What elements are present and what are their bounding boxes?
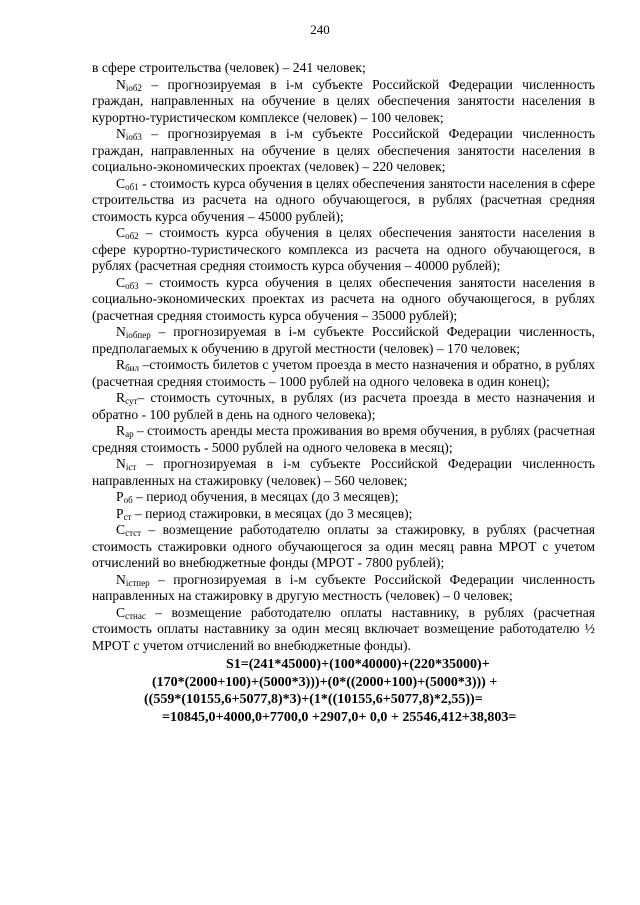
variable-symbol: С [116, 604, 126, 620]
definition-paragraph [92, 456, 595, 489]
definition-paragraph [92, 77, 595, 127]
variable-subscript: об1 [125, 181, 139, 192]
variable-subscript: ар [125, 429, 134, 439]
variable-symbol: Р [116, 505, 124, 521]
definition-paragraph [92, 522, 595, 572]
definition-text: – прогнозируемая в i-м субъекте Российской Федерации численность граждан, направленных на обучение в целях обеспечения занятости населения в курортно-туристическом комплексе (человек) – 100 человек; [92, 76, 595, 125]
text-paragraph [92, 60, 595, 77]
variable-subscript: сут [125, 396, 138, 406]
definition-paragraph [92, 390, 595, 423]
variable-subscript: об [123, 495, 133, 505]
definition-text: – прогнозируемая в i-м субъекте Российской Федерации численность граждан, направленных на обучение в целях обеспечения занятости населения в социально-экономических проектах (человек) – 220 человек; [92, 126, 595, 174]
variable-subscript: бил [125, 363, 139, 373]
definition-text: – период обучения, в месяцах (до 3 месяцев); [132, 489, 399, 504]
definition-text: – стоимость аренды места проживания во время обучения, в рублях (расчетная средняя стоимость - 5000 рублей на одного человека в месяц); [92, 423, 595, 455]
variable-subscript: стст [125, 528, 142, 538]
variable-symbol: R [116, 423, 126, 438]
variable-symbol: R [116, 390, 126, 405]
definition-text: –стоимость билетов с учетом проезда в место назначения и обратно, в рублях (расчетная средняя стоимость – 1000 рублей на одного человека в один конец); [92, 357, 595, 389]
formula-line: S1=(241*45000)+(100*40000)+(220*35000)+ [226, 657, 490, 672]
variable-symbol: N [116, 76, 126, 92]
variable-symbol: N [116, 456, 126, 471]
variable-subscript: iстпер [125, 577, 150, 588]
variable-symbol: С [116, 522, 126, 537]
variable-subscript: iоб2 [125, 82, 142, 93]
definition-paragraph [92, 423, 595, 456]
definition-paragraph [92, 275, 595, 325]
definition-text: – прогнозируемая в i-м субъекте Российской Федерации численность направленных на стажировку (человек) – 560 человек; [92, 456, 595, 488]
definition-text: – возмещение работодателю оплаты за стажировку, в рублях (расчетная стоимость стажировки одного обучающегося за один месяц равна МРОТ с учетом отчислений во внебюджетные фонды (МРОТ - 7800 рублей); [92, 522, 595, 570]
formula-block [92, 656, 595, 726]
variable-subscript: iоб3 [125, 132, 142, 142]
variable-symbol: Р [116, 489, 124, 504]
variable-symbol: N [116, 571, 126, 587]
variable-subscript: ст [123, 511, 132, 522]
formula-line: ((559*(10155,6+5077,8)*3)+(1*((10155,6+5077,8)*2,55))= [144, 692, 483, 707]
variable-symbol: N [116, 324, 126, 339]
variable-symbol: С [116, 274, 126, 290]
definition-text: – стоимость курса обучения в целях обеспечения занятости населения в социально-экономических проектах из расчета на одного обучающегося, в рублях (расчетная средняя стоимость курса обучения – 35000 рублей); [92, 274, 595, 323]
variable-symbol: С [116, 175, 126, 191]
page-number: 240 [310, 22, 330, 37]
definition-text: – стоимость курса обучения в целях обеспечения занятости населения в сфере курортно-туристического комплекса из расчета на одного обучающегося, в рублях (расчетная средняя стоимость курса обучения – 40000 рублей); [92, 225, 595, 273]
definition-text: – прогнозируемая в i-м субъекте Российской Федерации численность направленных на стажировку в другую местность (человек) – 0 человек; [92, 571, 595, 603]
definition-paragraph [92, 126, 595, 176]
variable-subscript: об2 [125, 231, 139, 241]
definition-text: – возмещение работодателю оплаты наставнику, в рублях (расчетная стоимость оплаты наставнику за один месяц включает возмещение работодателю ½ МРОТ с учетом отчислений во внебюджетные фонды). [92, 604, 595, 653]
definition-paragraph [92, 324, 595, 357]
variable-symbol: С [116, 225, 126, 240]
variable-subscript: iобпер [125, 330, 151, 340]
definition-paragraph [92, 605, 595, 655]
variable-symbol: N [116, 126, 126, 141]
definition-text: – прогнозируемая в i-м субъекте Российской Федерации численность, предполагаемых к обучению в другой местности (человек) – 170 человек; [92, 324, 595, 356]
definition-paragraph [92, 176, 595, 226]
definition-paragraph [92, 506, 595, 523]
variable-subscript: стнас [125, 610, 146, 621]
variable-subscript: iст [125, 462, 137, 472]
formula-line: (170*(2000+100)+(5000*3)))+(0*((2000+100)+(5000*3))) + [152, 674, 498, 690]
variable-symbol: R [116, 357, 126, 372]
formula-line: =10845,0+4000,0+7700,0 +2907,0+ 0,0 + 25546,412+38,803= [162, 709, 517, 725]
definition-paragraph [92, 489, 595, 506]
document-body [92, 60, 595, 726]
definition-paragraph [92, 357, 595, 390]
definition-text: – стоимость суточных, в рублях (из расчета проезда в место назначения и обратно - 100 рублей в день на одного человека); [92, 390, 595, 422]
variable-subscript: об3 [125, 280, 139, 291]
definition-text: - стоимость курса обучения в целях обеспечения занятости населения в сфере строительства из расчета на одного обучающегося, в рублях (расчетная средняя стоимость курса обучения – 45000 рублей); [92, 175, 595, 224]
definition-paragraph [92, 225, 595, 275]
definition-text: – период стажировки, в месяцах (до 3 месяцев); [131, 505, 413, 521]
paragraph-text: в сфере строительства (человек) – 241 человек; [92, 60, 366, 75]
definition-paragraph [92, 572, 595, 605]
